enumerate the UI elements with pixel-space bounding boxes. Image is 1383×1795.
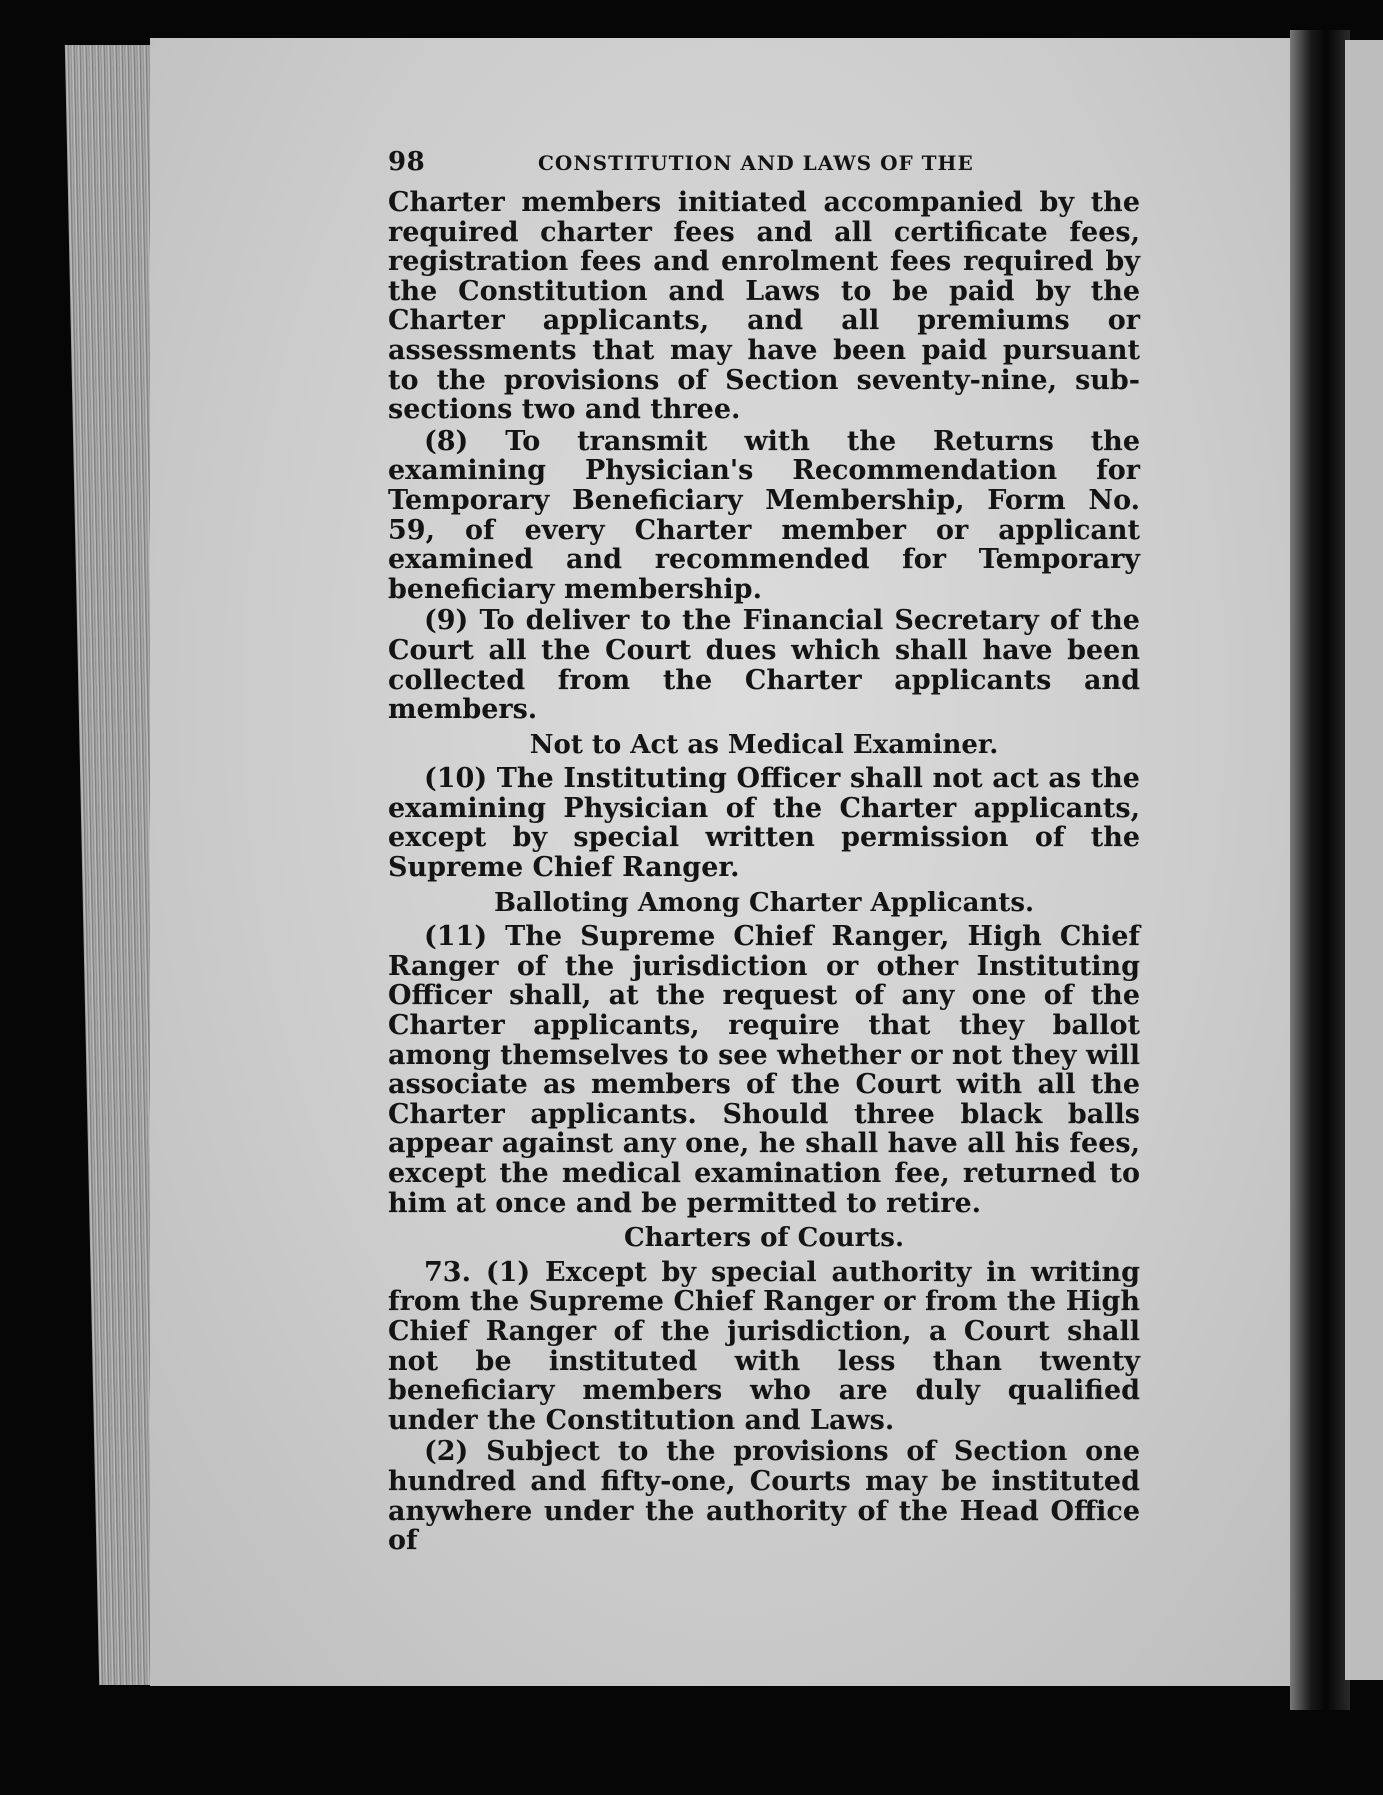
book-gutter (1290, 30, 1350, 1710)
paragraph-10: (10) The Instituting Officer shall not act as the examining Physician of the Charter applicants, except by special written permission of the Supreme Chief Ranger. (388, 763, 1140, 884)
page-text (388, 148, 1140, 1556)
paragraph-9: (9) To deliver to the Financial Secretary of the Court all the Court dues which shall have been collected from the Charter applicants and members. (388, 605, 1140, 726)
facing-page-edge (1345, 40, 1383, 1680)
paragraph-11: (11) The Supreme Chief Ranger, High Chief Ranger of the jurisdiction or other Instituting Officer shall, at the request of any one of the Charter applicants, require that they ballot among themselves to see whether or not they will associate as members of the Court with all the Charter applicants. Should three black balls appear against any one, he shall have all his fees, except the medical examination fee, returned to him at once and be permitted to retire. (388, 921, 1140, 1219)
paragraph-8: (8) To transmit with the Returns the examining Physician's Recommendation for Temporary Beneficiary Membership, Form No. 59, of every Charter member or applicant examined and recommended for Temporary beneficiary membership. (388, 425, 1140, 605)
heading-medical-examiner: Not to Act as Medical Examiner. (529, 729, 999, 760)
paragraph-73-2: (2) Subject to the provisions of Section one hundred and fifty-one, Courts may be instituted anywhere under the authority of the Head Office of (388, 1436, 1140, 1557)
running-title: CONSTITUTION AND LAWS OF THE (538, 151, 974, 175)
page-number: 98 (388, 147, 426, 177)
heading-balloting: Balloting Among Charter Applicants. (493, 887, 1035, 918)
heading-charters-of-courts: Charters of Courts. (624, 1223, 904, 1254)
running-head (388, 148, 1140, 188)
paragraph-continuation: Charter members initiated accompanied by the required charter fees and all certificate fees, registration fees and enrolment fees required by the Constitution and Laws to be paid by the Charter applicants, and all premiums or assessments that may have been paid pursuant to the provisions of Section seventy-nine, sub-sections two and three. (388, 187, 1140, 426)
paragraph-73-1: 73. (1) Except by special authority in writing from the Supreme Chief Ranger or from the High Chief Ranger of the jurisdiction, a Court shall not be instituted with less than twenty beneficiary members who are duly qualified under the Constitution and Laws. (388, 1256, 1140, 1436)
